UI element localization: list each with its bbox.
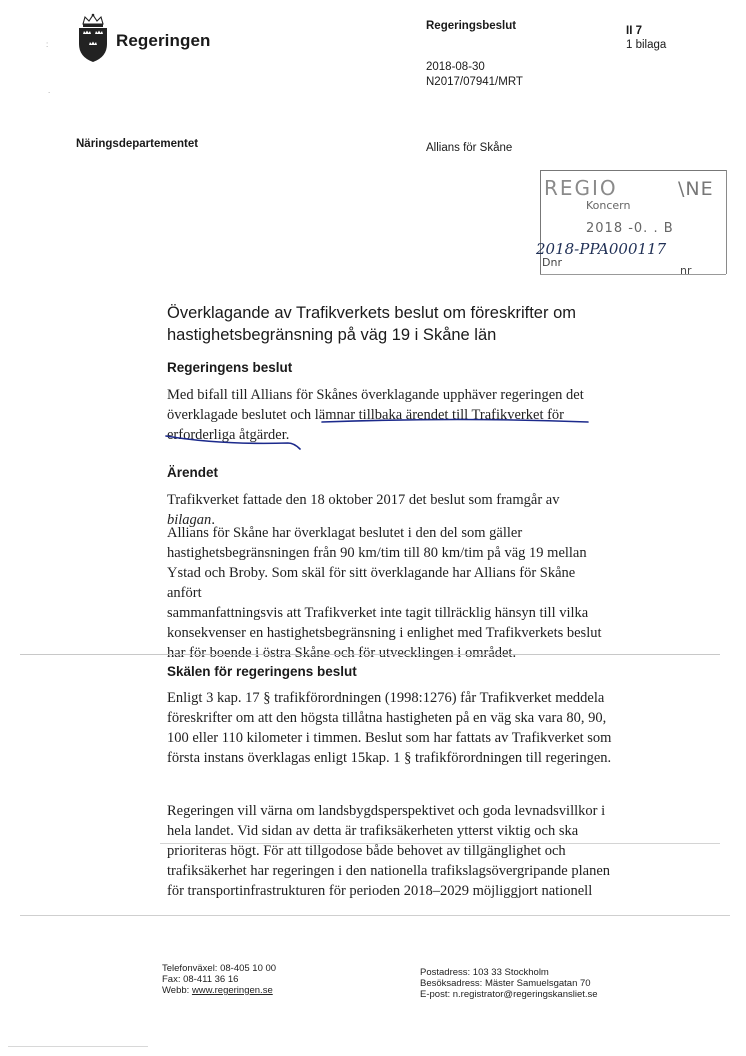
text-line: konsekvenser en hastighetsbegränsning i enlighet med Trafikverkets beslut <box>167 625 602 641</box>
department: Näringsdepartementet <box>76 138 199 150</box>
document-number: N2017/07941/MRT <box>426 76 523 88</box>
document-date: 2018-08-30 <box>426 61 485 73</box>
footer-contact <box>162 963 276 996</box>
text-line: föreskrifter om att den högsta tillåtna hastigheten på en väg ska vara 80, 90, <box>167 710 607 726</box>
text-line: har för boende i östra Skåne och för utvecklingen i området. <box>167 645 517 661</box>
text-line: Enligt 3 kap. 17 § trafikförordningen (1998:1276) får Trafikverket meddela <box>167 690 605 706</box>
brand-wordmark: Regeringen <box>116 31 211 50</box>
section-heading-matter: Ärendet <box>167 465 219 480</box>
stamp-organization: REGIO <box>544 176 618 200</box>
stamp-organization-end: \NE <box>678 178 714 200</box>
stamp-dnr-label: Dnr <box>542 256 562 269</box>
page-title <box>167 302 576 346</box>
text-line: hastighetsbegränsningen från 90 km/tim till 80 km/tim på väg 19 mellan <box>167 545 587 561</box>
text-line: sammanfattningsvis att Trafikverket inte tagit tillräcklig hänsyn till vilka <box>167 605 589 621</box>
footer-web-label: Webb: <box>162 985 192 996</box>
scan-line <box>20 915 730 916</box>
document-type: Regeringsbeslut <box>426 20 517 32</box>
reasons-paragraph-2 <box>167 801 617 901</box>
text-line: trafiksäkerhet har regeringen i den nationella trafikslagsövergripande planen <box>167 863 611 879</box>
scan-line <box>8 1046 148 1047</box>
footer-web <box>162 985 276 996</box>
attachment-reference: bilagan <box>167 512 212 528</box>
footer-email: E-post: n.registrator@regeringskansliet.se <box>420 989 598 1000</box>
addressee: Allians för Skåne <box>426 142 513 154</box>
footer-address <box>420 967 598 1000</box>
footer-web-link[interactable]: www.regeringen.se <box>191 985 273 996</box>
section-heading-reasons: Skälen för regeringens beslut <box>167 664 357 679</box>
footer-fax: Fax: 08-411 36 16 <box>162 974 239 985</box>
text-line: Ystad och Broby. Som skäl för sitt överklagande har Allians för Skåne anfört <box>167 565 576 601</box>
text-run: . <box>211 512 215 528</box>
pen-underline <box>160 415 600 455</box>
footer-phone: Telefonväxel: 08-405 10 00 <box>162 963 277 974</box>
section-heading-decision: Regeringens beslut <box>167 360 293 375</box>
text-line: hela landet. Vid sidan av detta är trafiksäkerheten ytterst viktig och ska <box>167 823 579 839</box>
scan-mark: . <box>48 86 51 95</box>
text-line: överklagade beslutet och lämnar tillbaka ärendet till Trafikverket för <box>167 407 565 423</box>
text-line: Med bifall till Allians för Skånes överklagande upphäver regeringen det <box>167 387 584 403</box>
scan-mark: : <box>46 40 49 49</box>
text-line: för transportinfrastrukturen för perioden 2018–2029 möjliggjort nationell <box>167 883 593 899</box>
title-line: Överklagande av Trafikverkets beslut om föreskrifter om <box>167 304 576 322</box>
reasons-paragraph-1 <box>167 688 617 768</box>
received-stamp <box>536 168 732 278</box>
footer-visiting: Besöksadress: Mäster Samuelsgatan 70 <box>420 978 591 989</box>
stamp-registration-handwritten: 2018-PPA000117 <box>536 240 667 258</box>
coat-of-arms-icon <box>76 12 110 64</box>
text-line: 100 eller 110 kilometer i timmen. Beslut som har fattats av Trafikverket som <box>167 730 612 746</box>
title-line: hastighetsbegränsning på väg 19 i Skåne län <box>167 326 497 344</box>
text-line: Regeringen vill värna om landsbygdsperspektivet och goda levnadsvillkor i <box>167 803 606 819</box>
attachment-count: 1 bilaga <box>626 39 667 51</box>
text-line: Allians för Skåne har överklagat beslutet i den del som gäller <box>167 525 523 541</box>
footer-postal: Postadress: 103 33 Stockholm <box>420 967 549 978</box>
text-run: Trafikverket fattade den 18 oktober 2017 det beslut som framgår av <box>167 492 560 508</box>
text-line: erforderliga åtgärder. <box>167 427 290 443</box>
matter-paragraph-2 <box>167 523 607 663</box>
text-line: prioriteras högt. För att tillgodose både behovet av tillgänglighet och <box>167 843 566 859</box>
stamp-nr-label: nr <box>680 264 692 277</box>
stamp-date: 2018 -0. . B <box>586 221 674 236</box>
text-line: första instans överklagas enligt 15kap. 1 § trafikförordningen till regeringen. <box>167 750 612 766</box>
reference-code: II 7 <box>626 25 642 37</box>
scan-fold-line <box>20 654 720 655</box>
stamp-department: Koncern <box>586 199 631 212</box>
scan-line <box>160 843 720 844</box>
